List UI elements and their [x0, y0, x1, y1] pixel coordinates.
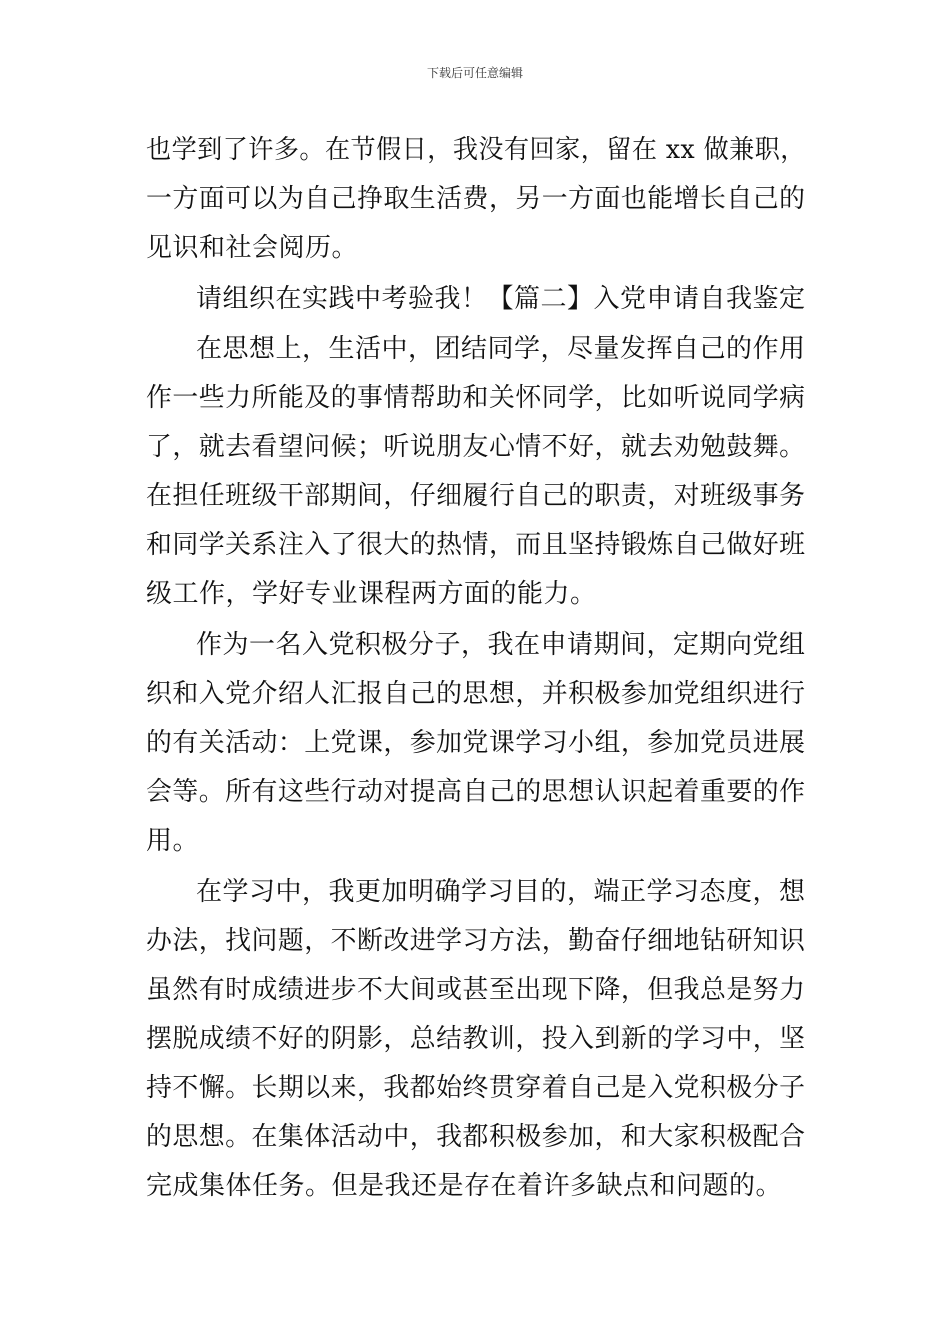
- body-line: 作一些力所能及的事情帮助和关怀同学，比如听说同学病: [146, 383, 806, 413]
- body-line: 完成集体任务。但是我还是存在着许多缺点和问题的。: [146, 1171, 783, 1201]
- body-line: 的有关活动：上党课，参加党课学习小组，参加党员进展: [146, 728, 806, 758]
- body-line: 会等。所有这些行动对提高自己的思想认识起着重要的作: [146, 777, 806, 807]
- body-line: 也学到了许多。在节假日，我没有回家，留在 xx 做兼职，: [146, 135, 806, 165]
- body-line: 的思想。在集体活动中，我都积极参加，和大家积极配合: [146, 1122, 806, 1152]
- body-line: 在担任班级干部期间，仔细履行自己的职责，对班级事务: [146, 481, 806, 511]
- page-header-note: 下载后可任意编辑: [426, 66, 523, 80]
- body-line: 作为一名入党积极分子，我在申请期间，定期向党组: [196, 630, 806, 660]
- body-line: 了，就去看望问候；听说朋友心情不好，就去劝勉鼓舞。: [146, 432, 806, 462]
- body-line: 持不懈。长期以来，我都始终贯穿着自己是入党积极分子: [146, 1073, 806, 1103]
- body-line: 织和入党介绍人汇报自己的思想，并积极参加党组织进行: [146, 679, 806, 709]
- body-line: 见识和社会阅历。: [146, 233, 359, 263]
- body-line: 一方面可以为自己挣取生活费，另一方面也能增长自己的: [146, 184, 806, 214]
- body-line: 摆脱成绩不好的阴影，总结教训，投入到新的学习中，坚: [146, 1024, 806, 1054]
- body-line: 在学习中，我更加明确学习目的，端正学习态度，想: [196, 877, 806, 907]
- body-line: 请组织在实践中考验我！【篇二】入党申请自我鉴定: [196, 284, 806, 314]
- body-line: 虽然有时成绩进步不大间或甚至出现下降，但我总是努力: [146, 975, 806, 1005]
- body-line: 在思想上，生活中，团结同学，尽量发挥自己的作用: [196, 334, 806, 364]
- body-line: 办法，找问题，不断改进学习方法，勤奋仔细地钻研知识: [146, 926, 806, 956]
- body-line: 用。: [146, 826, 200, 856]
- body-line: 级工作，学好专业课程两方面的能力。: [146, 579, 597, 609]
- body-line: 和同学关系注入了很大的热情，而且坚持锻炼自己做好班: [146, 530, 806, 560]
